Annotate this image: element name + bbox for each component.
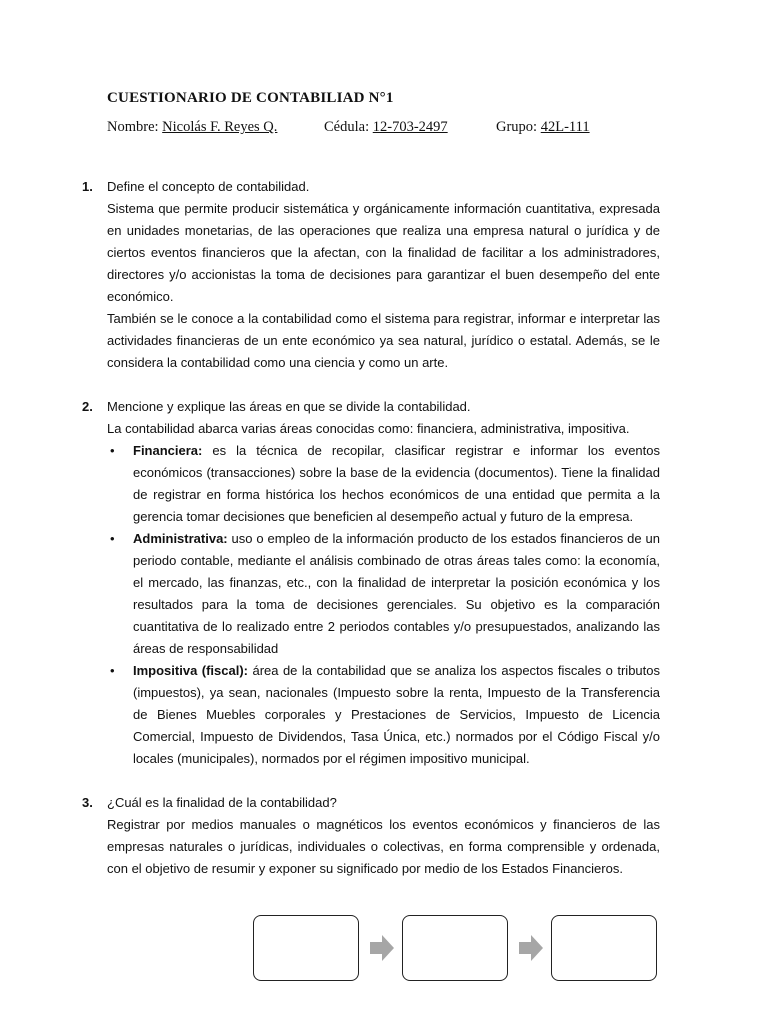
cedula-value: 12-703-2497 xyxy=(372,119,448,135)
question-text: Define el concepto de contabilidad. xyxy=(107,179,310,194)
list-item xyxy=(107,440,660,528)
grupo-value: 42L-111 xyxy=(540,119,590,135)
nombre-value: Nicolás F. Reyes Q. xyxy=(162,119,278,135)
right-arrow-icon xyxy=(519,935,543,961)
area-description: es la técnica de recopilar, clasificar registrar e informar los eventos económicos (transacciones) sobre la base de la evidencia (documentos). Tiene la finalidad de registrar en forma histórica los hechos económicos de una entidad que permita a la gerencia tomar decisiones que beneficien al desempeño actual y futuro de la empresa. xyxy=(133,443,660,524)
area-term: Administrativa: xyxy=(133,531,228,546)
question-number: 2. xyxy=(82,399,93,414)
question-1 xyxy=(82,176,660,374)
area-term: Financiera: xyxy=(133,443,203,458)
cedula-field xyxy=(324,119,448,136)
right-arrow-icon xyxy=(370,935,394,961)
area-description: área de la contabilidad que se analiza los aspectos fiscales o tributos (impuestos), ya sean, nacionales (Impuesto sobre la renta, Impuesto de la Transferencia de Bienes Muebles corporales y Prestaciones de Servicios, Impuesto de Licencia Comercial, Impuesto de Dividendos, Tasa Única, etc.) normados por el Código Fiscal y/o locales (municipales), normados por el régimen impositivo municipal. xyxy=(133,663,660,766)
document-title: CUESTIONARIO DE CONTABILIAD N°1 xyxy=(107,90,394,106)
area-description: uso o empleo de la información producto de los estados financieros de un periodo contable, mediante el análisis combinado de otras áreas tales como: la economía, el mercado, las finanzas, etc., con la finalidad de interpretar la posición económica y los resultados para la toma de decisiones gerenciales. Su objetivo es la comparación cuantitativa de lo realizado entre 2 periodos contables y/o presupuestados, analizando las áreas de responsabilidad xyxy=(133,531,660,656)
area-term: Impositiva (fiscal): xyxy=(133,663,248,678)
nombre-field xyxy=(107,119,277,136)
question-text: Mencione y explique las áreas en que se divide la contabilidad. xyxy=(107,399,471,414)
bullet-icon: • xyxy=(110,443,115,458)
question-text: ¿Cuál es la finalidad de la contabilidad? xyxy=(107,795,337,810)
grupo-label: Grupo: xyxy=(496,119,541,135)
bullet-icon: • xyxy=(110,531,115,546)
flow-box-2 xyxy=(402,915,508,981)
question-number: 1. xyxy=(82,179,93,194)
list-item xyxy=(107,528,660,660)
answer-paragraph: Sistema que permite producir sistemática y orgánicamente información cuantitativa, expresada en unidades monetarias, de las operaciones que realiza una empresa natural o jurídica y de ciertos eventos financieros que la afectan, con la finalidad de facilitar a los administradores, directores y/o accionistas la toma de decisiones para garantizar el buen desempeño del ente económico. xyxy=(107,201,660,304)
question-number: 3. xyxy=(82,795,93,810)
nombre-label: Nombre: xyxy=(107,119,163,135)
answer-intro: La contabilidad abarca varias áreas conocidas como: financiera, administrativa, impositiva. xyxy=(107,421,630,436)
bullet-icon: • xyxy=(110,663,115,678)
question-3 xyxy=(82,792,660,880)
grupo-field xyxy=(496,119,590,136)
questionnaire-body xyxy=(82,176,660,880)
flow-diagram xyxy=(253,915,660,983)
answer-paragraph: Registrar por medios manuales o magnéticos los eventos económicos y financieros de las empresas naturales o jurídicas, individuales o colectivas, en forma comprensible y ordenada, con el objetivo de resumir y exponer su significado por medio de los Estados Financieros. xyxy=(107,817,660,876)
flow-box-3 xyxy=(551,915,657,981)
question-2 xyxy=(82,396,660,770)
areas-list xyxy=(107,440,660,770)
answer-paragraph: También se le conoce a la contabilidad como el sistema para registrar, informar e interpretar las actividades financieras de un ente económico ya sea natural, jurídico o estatal. Además, se le considera la contabilidad como una ciencia y como un arte. xyxy=(107,311,660,370)
cedula-label: Cédula: xyxy=(324,119,373,135)
flow-box-1 xyxy=(253,915,359,981)
list-item xyxy=(107,660,660,770)
